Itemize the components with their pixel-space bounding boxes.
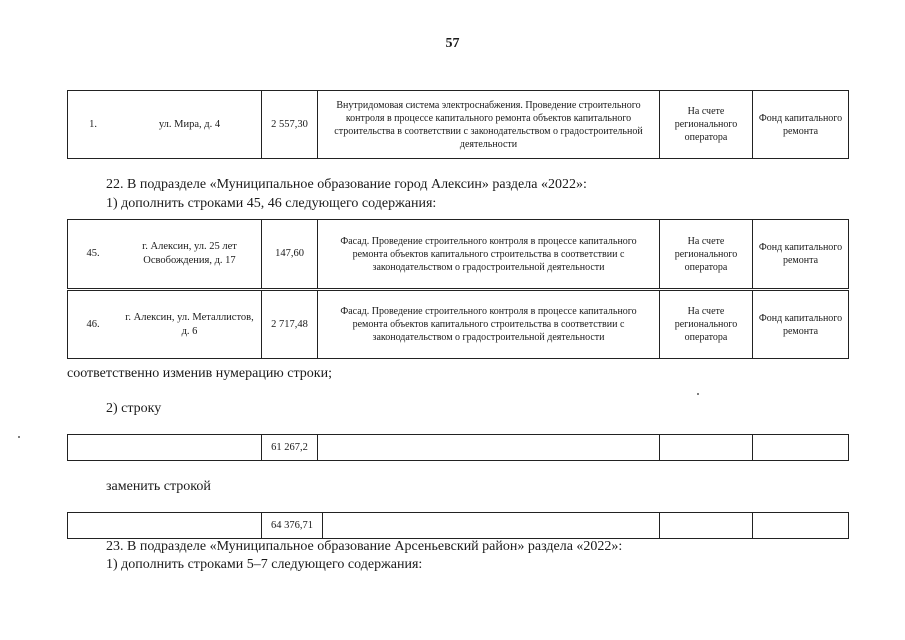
scan-speck: [697, 393, 699, 395]
row-operator: На счете регионального оператора: [659, 91, 752, 158]
paragraph-23: 23. В подразделе «Муниципальное образование Арсеньевский район» раздела «2022»:: [106, 539, 623, 554]
row-fund: Фонд капитального ремонта: [752, 220, 848, 288]
row-address: г. Алексин, ул. 25 лет Освобождения, д. 17: [142, 241, 237, 266]
item-2-label: 2) строку: [106, 401, 162, 416]
total-cost: 61 267,2: [261, 435, 317, 460]
total-cost: 64 376,71: [261, 513, 322, 538]
row-fund: Фонд капитального ремонта: [752, 91, 848, 158]
total-row-new: [67, 512, 849, 539]
scan-speck: [18, 436, 20, 438]
row-description: Фасад. Проведение строительного контроля в процессе капитального ремонта объектов капитального строительства в соответствии с законодательством о градостроительной деятельности: [317, 291, 659, 358]
empty-cell: [659, 513, 752, 538]
row-fund: Фонд капитального ремонта: [752, 291, 848, 358]
table-row: [67, 290, 849, 359]
empty-cell: [752, 513, 848, 538]
table-row: [67, 90, 849, 159]
empty-cell: [659, 435, 752, 460]
empty-cell: [322, 513, 659, 538]
row-description: Фасад. Проведение строительного контроля в процессе капитального ремонта объектов капитального строительства в соответствии с законодательством о градостроительной деятельности: [317, 220, 659, 288]
row-operator: На счете регионального оператора: [659, 220, 752, 288]
row-number: 46.: [86, 318, 100, 330]
replace-text: заменить строкой: [106, 479, 211, 494]
renumber-note: соответственно изменив нумерацию строки;: [67, 366, 332, 381]
page-number: 57: [445, 36, 460, 51]
empty-cell: [752, 435, 848, 460]
row-number: 45.: [86, 248, 100, 260]
table-row: [67, 219, 849, 289]
row-operator: На счете регионального оператора: [659, 291, 752, 358]
row-description: Внутридомовая система электроснабжения. Проведение строительного контроля в процессе капитального ремонта объектов капитального строительства в соответствии с законодательством о градостроительной деятельности: [317, 91, 659, 158]
paragraph-22-item-1: 1) дополнить строками 45, 46 следующего содержания:: [106, 196, 437, 211]
row-cost: 2 557,30: [261, 91, 317, 158]
paragraph-22: 22. В подразделе «Муниципальное образование город Алексин» раздела «2022»:: [106, 177, 587, 192]
row-cost: 2 717,48: [261, 291, 317, 358]
paragraph-23-item-1: 1) дополнить строками 5–7 следующего содержания:: [106, 557, 423, 572]
row-cost: 147,60: [261, 220, 317, 288]
row-address: г. Алексин, ул. Металлистов, д. 6: [125, 311, 254, 337]
empty-cell: [317, 435, 659, 460]
row-address: ул. Мира, д. 4: [158, 118, 221, 130]
total-row-old: [67, 434, 849, 461]
row-number: 1.: [89, 118, 97, 130]
